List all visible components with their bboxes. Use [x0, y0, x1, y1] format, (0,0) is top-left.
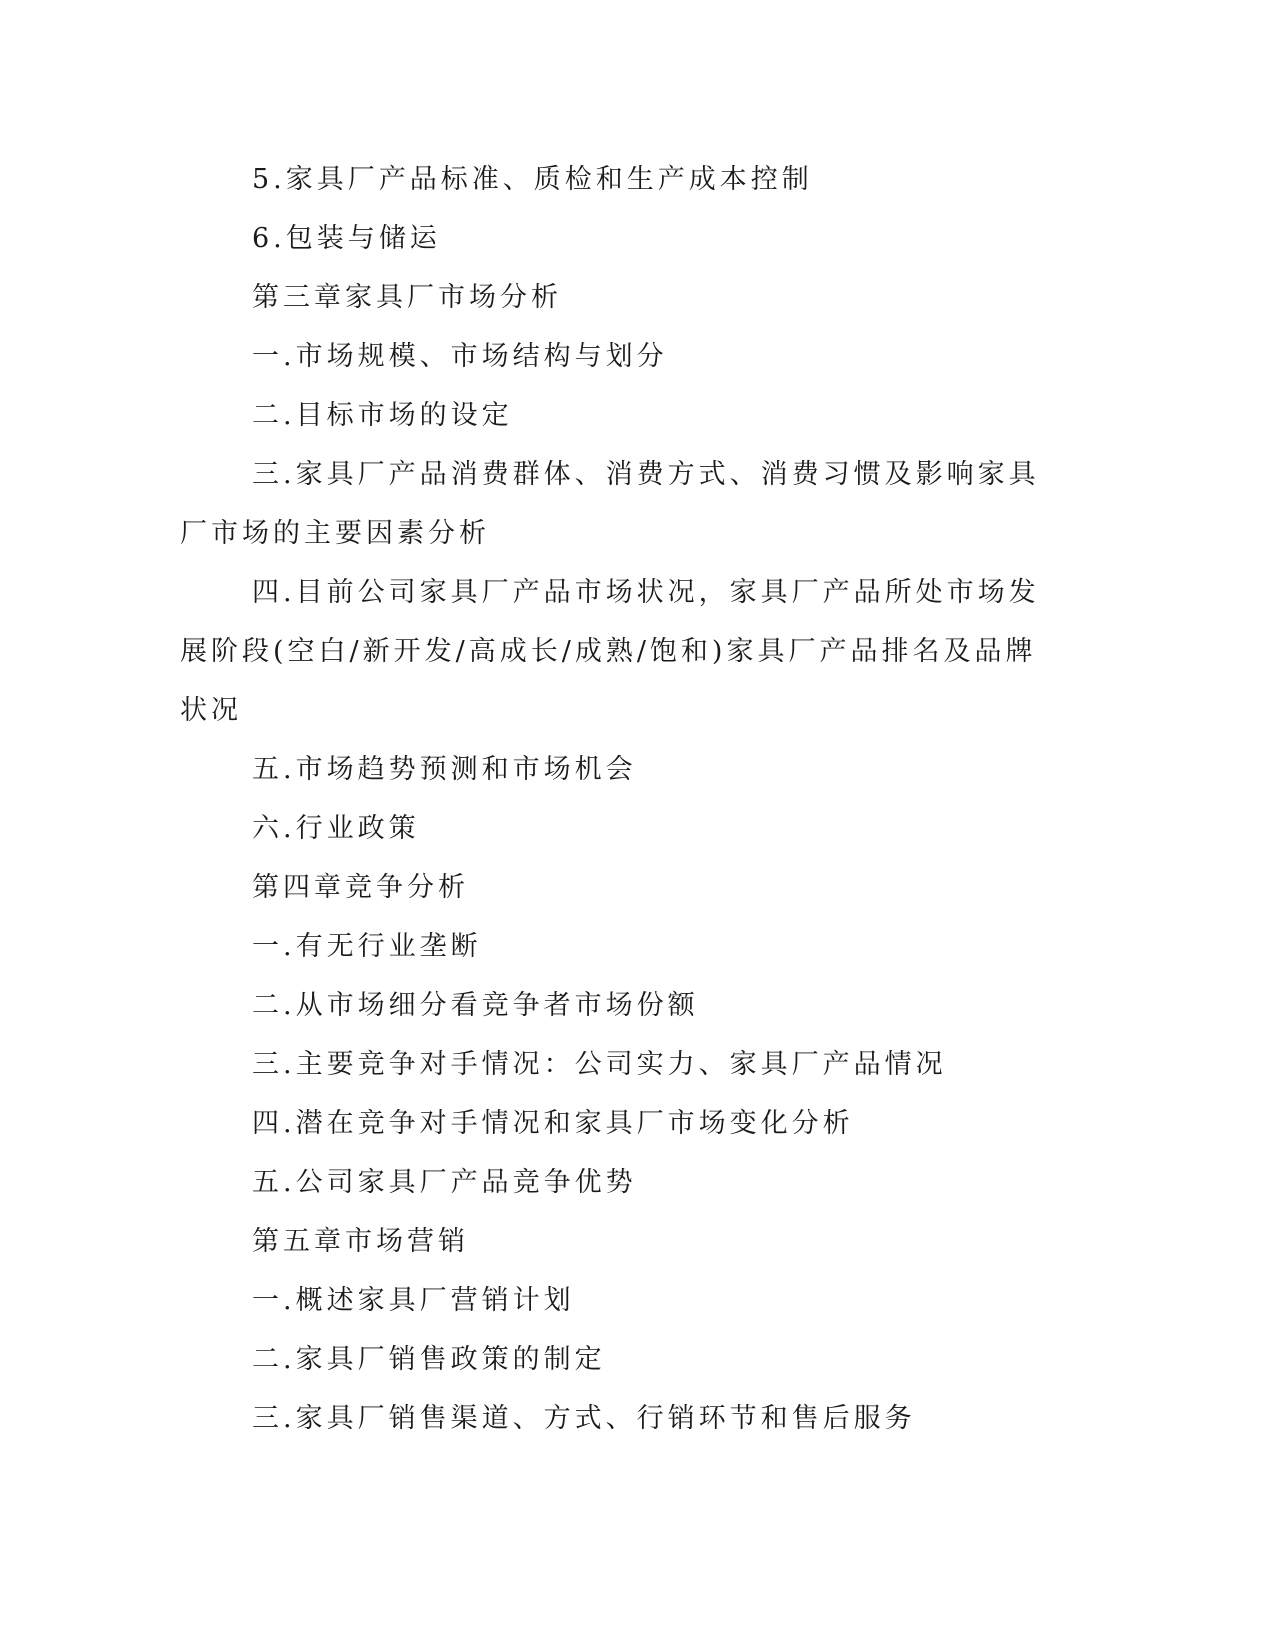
section-4-3: 三.主要竞争对手情况：公司实力、家具厂产品情况 — [252, 1049, 947, 1080]
section-3-5: 五.市场趋势预测和市场机会 — [252, 754, 637, 785]
section-3-3: 三.家具厂产品消费群体、消费方式、消费习惯及影响家具厂市场的主要因素分析 — [180, 459, 1040, 549]
section-3-4: 四.目前公司家具厂产品市场状况，家具厂产品所处市场发展阶段(空白/新开发/高成长/成熟/饱和)家具厂产品排名及品牌状况 — [180, 577, 1040, 726]
section-4-2: 二.从市场细分看竞争者市场份额 — [252, 990, 699, 1021]
section-3-2: 二.目标市场的设定 — [252, 400, 513, 431]
section-5-2: 二.家具厂销售政策的制定 — [252, 1344, 606, 1375]
section-5-1: 一.概述家具厂营销计划 — [252, 1285, 575, 1316]
section-4-4: 四.潜在竞争对手情况和家具厂市场变化分析 — [252, 1108, 854, 1139]
chapter-5-heading: 第五章市场营销 — [252, 1226, 469, 1257]
section-5-3: 三.家具厂销售渠道、方式、行销环节和售后服务 — [252, 1403, 916, 1434]
paragraph-item-6: 6.包装与储运 — [252, 223, 441, 254]
chapter-4-heading: 第四章竞争分析 — [252, 872, 469, 903]
paragraph-item-5: 5.家具厂产品标准、质检和生产成本控制 — [252, 164, 813, 195]
document-page — [180, 150, 1040, 1448]
section-3-6: 六.行业政策 — [252, 813, 420, 844]
section-4-1: 一.有无行业垄断 — [252, 931, 482, 962]
chapter-3-heading: 第三章家具厂市场分析 — [252, 282, 562, 313]
section-3-1: 一.市场规模、市场结构与划分 — [252, 341, 668, 372]
section-4-5: 五.公司家具厂产品竞争优势 — [252, 1167, 637, 1198]
